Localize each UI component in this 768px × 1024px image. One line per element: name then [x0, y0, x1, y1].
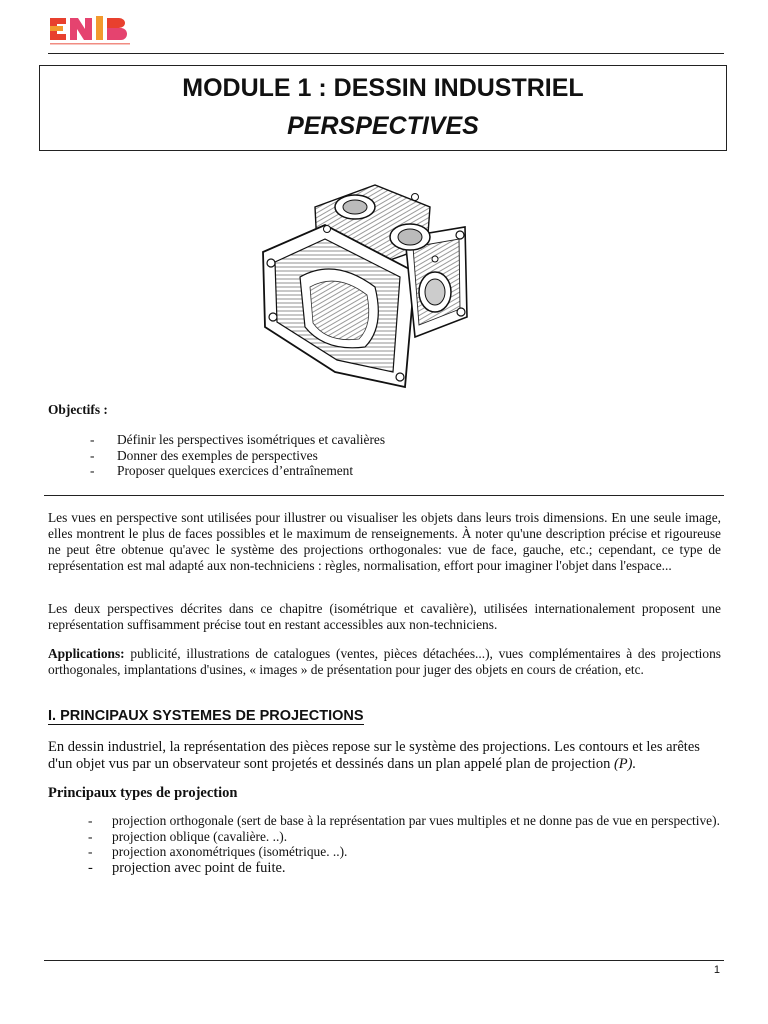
- objectif-text: Donner des exemples de perspectives: [117, 447, 318, 463]
- projection-type-text: projection orthogonale (sert de base à la représentation par vues multiples et ne donne pas de vue en perspective).: [112, 813, 720, 828]
- applications-text: publicité, illustrations de catalogues (ventes, pièces détachées...), vues complémentaires à des projections orthogonales, implantations d'usines, « images » de présentation pour juger des objets en cours de création, etc.: [48, 646, 721, 677]
- list-item: - projection axonométriques (isométrique. ..).: [88, 844, 348, 859]
- section-title-text: I. PRINCIPAUX SYSTEMES DE PROJECTIONS: [48, 708, 364, 724]
- list-item: - projection oblique (cavalière. ..).: [88, 828, 288, 844]
- section-rule: [44, 495, 724, 496]
- module-title: MODULE 1 : DESSIN INDUSTRIEL: [182, 74, 584, 102]
- header-rule: [48, 53, 724, 54]
- applications-label: Applications:: [48, 646, 125, 661]
- intro-paragraph-1: Les vues en perspective sont utilisées pour illustrer ou visualiser les objets dans leurs trois dimensions. En une seule image, elles montrent le plus de faces possibles et le maximum de renseignements. À noter qu'une description précise et rigoureuse ne peut être obtenue qu'avec le système des projections orthogonales: vue de face, gauche, etc.; cependant, ce type de représentation est mal adapté aux non-techniciens : règles, normalisation, effort pour imaginer l'objet dans l'espace...: [48, 510, 721, 573]
- title-box: [39, 65, 727, 151]
- objectif-text: Proposer quelques exercices d’entraînement: [117, 463, 354, 478]
- section-paragraph-text: En dessin industriel, la représentation des pièces repose sur le système des projections. Les contours et les arêtes d'un objet vus par un observateur sont projetés et dessinés dans un plan appelé plan de projection: [48, 739, 700, 772]
- list-item: - projection avec point de fuite.: [88, 859, 286, 876]
- objectifs-heading: Objectifs :: [48, 402, 108, 417]
- projection-types-list: [88, 813, 721, 877]
- section-title: [48, 707, 364, 725]
- objectifs-list: [90, 432, 677, 479]
- footer-rule: [44, 960, 724, 961]
- list-item: - Proposer quelques exercices d’entraînement: [90, 463, 354, 478]
- objectif-text: Définir les perspectives isométriques et cavalières: [117, 432, 386, 447]
- projection-type-text: projection oblique (cavalière. ..).: [112, 828, 288, 844]
- page-number: 1: [713, 964, 720, 976]
- list-item: - Définir les perspectives isométriques et cavalières: [90, 432, 386, 447]
- list-item: - Donner des exemples de perspectives: [90, 447, 318, 463]
- projection-type-text: projection avec point de fuite.: [112, 859, 286, 876]
- chapter-title: PERSPECTIVES: [287, 112, 479, 140]
- enib-logo: [48, 12, 134, 48]
- projection-plane-label: (P).: [613, 756, 637, 772]
- mechanical-part-illustration: [255, 177, 475, 397]
- intro-paragraph-2: Les deux perspectives décrites dans ce chapitre (isométrique et cavalière), utilisées internationalement proposent une représentation suffisamment précise tout en restant accessibles aux non-techniciens.: [48, 601, 721, 632]
- types-heading: Principaux types de projection: [48, 785, 238, 801]
- mechanical-part-drawing: [255, 177, 475, 397]
- list-item: - projection orthogonale (sert de base à la représentation par vues multiples et ne donne pas de vue en perspective).: [88, 813, 720, 828]
- applications-paragraph: [48, 646, 721, 678]
- section-paragraph: [48, 739, 723, 773]
- projection-type-text: projection axonométriques (isométrique. ..).: [112, 844, 348, 859]
- enib-logo-graphic: [48, 12, 134, 48]
